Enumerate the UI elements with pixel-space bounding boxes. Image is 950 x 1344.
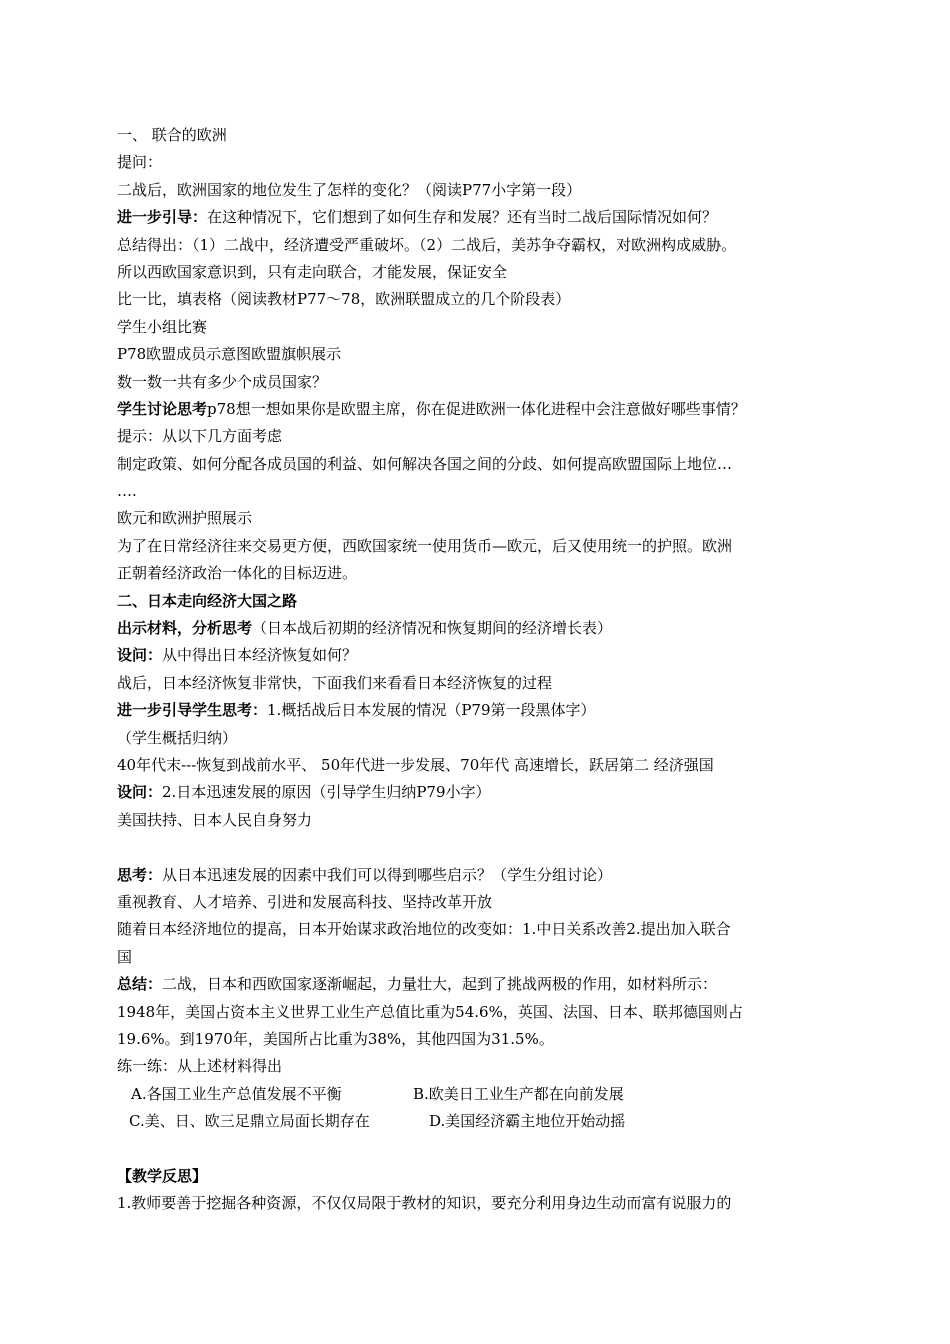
line-text: 从日本迅速发展的因素中我们可以得到哪些启示？（学生分组讨论） bbox=[162, 865, 613, 884]
line-text: 欧元和欧洲护照展示 bbox=[117, 509, 253, 528]
reflection-title: 【教学反思】 bbox=[117, 1166, 208, 1185]
bold-lead: 总结： bbox=[117, 975, 163, 994]
line-text: 二战，日本和西欧国家逐渐崛起，力量壮大，起到了挑战两极的作用，如材料所示： bbox=[162, 975, 718, 994]
line-text: 2.日本迅速发展的原因（引导学生归纳P79小字） bbox=[162, 783, 491, 802]
bold-lead: 出示材料，分析思考 bbox=[117, 619, 253, 638]
blank-line bbox=[117, 1135, 817, 1162]
answer-options-row bbox=[117, 1081, 817, 1108]
text-line bbox=[117, 396, 817, 423]
bold-lead: 学生讨论思考 bbox=[117, 399, 208, 418]
bold-lead: 设问： bbox=[117, 646, 163, 665]
reflection-heading bbox=[117, 1163, 817, 1190]
line-text: 二战后，欧洲国家的地位发生了怎样的变化？（阅读P77小字第一段） bbox=[117, 180, 582, 199]
bold-lead: 进一步引导： bbox=[117, 208, 208, 227]
text-line bbox=[117, 752, 817, 779]
text-line bbox=[117, 533, 817, 560]
line-text: 一、 联合的欧洲 bbox=[117, 126, 227, 144]
text-line bbox=[117, 505, 817, 532]
text-line bbox=[117, 725, 817, 752]
line-text: 国 bbox=[117, 947, 133, 966]
reflection-line: 1.教师要善于挖掘各种资源，不仅仅局限于教材的知识，要充分利用身边生动而富有说服力的 bbox=[117, 1194, 732, 1213]
text-line bbox=[117, 451, 817, 478]
line-text: 提示：从以下几方面考虑 bbox=[117, 427, 283, 446]
text-line bbox=[117, 697, 817, 724]
line-text: 从中得出日本经济恢复如何？ bbox=[162, 646, 358, 665]
text-line bbox=[117, 560, 817, 587]
text-line bbox=[117, 670, 817, 697]
text-line bbox=[117, 999, 817, 1026]
line-text: 1.概括战后日本发展的情况（P79第一段黑体字） bbox=[267, 701, 596, 720]
option-right: B.欧美日工业生产都在向前发展 bbox=[413, 1084, 624, 1103]
line-text: 19.6%。到1970年，美国所占比重为38%，其他四国为31.5%。 bbox=[117, 1029, 554, 1048]
text-line bbox=[117, 615, 817, 642]
line-text: 比一比，填表格（阅读教材P77～78，欧洲联盟成立的几个阶段表） bbox=[117, 290, 571, 309]
line-text: 总结得出：（1）二战中，经济遭受严重破坏。（2）二战后，美苏争夺霸权，对欧洲构成威胁。 bbox=[117, 235, 737, 254]
text-line bbox=[117, 944, 817, 971]
option-left: C.美、日、欧三足鼎立局面长期存在 bbox=[129, 1112, 370, 1131]
text-line bbox=[117, 122, 817, 149]
text-line bbox=[117, 177, 817, 204]
text-line bbox=[117, 807, 817, 834]
text-line bbox=[117, 423, 817, 450]
line-text: 随着日本经济地位的提高，日本开始谋求政治地位的改变如：1.中日关系改善2.提出加入联合 bbox=[117, 920, 731, 939]
line-text: 正朝着经济政治一体化的目标迈进。 bbox=[117, 564, 358, 583]
text-line bbox=[117, 478, 817, 505]
text-line bbox=[117, 588, 817, 615]
text-line bbox=[117, 259, 817, 286]
line-text: …. bbox=[117, 482, 137, 501]
bold-lead: 进一步引导学生思考： bbox=[117, 701, 268, 720]
text-line bbox=[117, 341, 817, 368]
text-line bbox=[117, 889, 817, 916]
line-text: （日本战后初期的经济情况和恢复期间的经济增长表） bbox=[252, 619, 613, 638]
line-text: 美国扶持、日本人民自身努力 bbox=[117, 810, 313, 829]
text-line bbox=[117, 862, 817, 889]
line-text: 数一数一共有多少个成员国家？ bbox=[117, 372, 328, 391]
option-left: A.各国工业生产总值发展不平衡 bbox=[131, 1084, 342, 1103]
line-text: 在这种情况下，它们想到了如何生存和发展？还有当时二战后国际情况如何？ bbox=[207, 208, 718, 227]
text-line bbox=[117, 834, 817, 861]
text-line bbox=[117, 916, 817, 943]
line-text: p78想一想如果你是欧盟主席，你在促进欧洲一体化进程中会注意做好哪些事情？ bbox=[207, 399, 746, 418]
text-line bbox=[117, 149, 817, 176]
text-line bbox=[117, 286, 817, 313]
text-line bbox=[117, 232, 817, 259]
text-line bbox=[117, 779, 817, 806]
option-right: D.美国经济霸主地位开始动摇 bbox=[429, 1112, 626, 1131]
line-text: 40年代末---恢复到战前水平、 50年代进一步发展、70年代 高速增长，跃居第二 经济强国 bbox=[117, 755, 714, 774]
line-text: 重视教育、人才培养、引进和发展高科技、坚持改革开放 bbox=[117, 892, 493, 911]
text-line bbox=[117, 369, 817, 396]
line-text: 练一练：从上述材料得出 bbox=[117, 1057, 283, 1076]
line-text: 提问： bbox=[117, 153, 163, 172]
bold-lead: 二、日本走向经济大国之路 bbox=[117, 591, 298, 610]
line-text: （学生概括归纳） bbox=[117, 728, 238, 747]
text-line bbox=[117, 1026, 817, 1053]
line-text: 学生小组比赛 bbox=[117, 317, 208, 336]
text-line bbox=[117, 642, 817, 669]
line-text: 战后，日本经济恢复非常快，下面我们来看看日本经济恢复的过程 bbox=[117, 673, 553, 692]
document-page bbox=[117, 122, 817, 1218]
text-line bbox=[117, 314, 817, 341]
text-line bbox=[117, 204, 817, 231]
line-text: 制定政策、如何分配各成员国的利益、如何解决各国之间的分歧、如何提高欧盟国际上地位… bbox=[117, 454, 733, 473]
text-line bbox=[117, 1053, 817, 1080]
line-text: P78欧盟成员示意图欧盟旗帜展示 bbox=[117, 345, 342, 364]
bold-lead: 思考： bbox=[117, 865, 163, 884]
text-line bbox=[117, 971, 817, 998]
answer-options-row bbox=[117, 1108, 817, 1135]
line-text: 1948年，美国占资本主义世界工业生产总值比重为54.6%，英国、法国、日本、联邦德国则占 bbox=[117, 1002, 743, 1021]
line-text: 为了在日常经济往来交易更方便，西欧国家统一使用货币—欧元，后又使用统一的护照。欧洲 bbox=[117, 536, 733, 555]
bold-lead: 设问： bbox=[117, 783, 163, 802]
line-text: 所以西欧国家意识到，只有走向联合，才能发展，保证安全 bbox=[117, 262, 508, 281]
